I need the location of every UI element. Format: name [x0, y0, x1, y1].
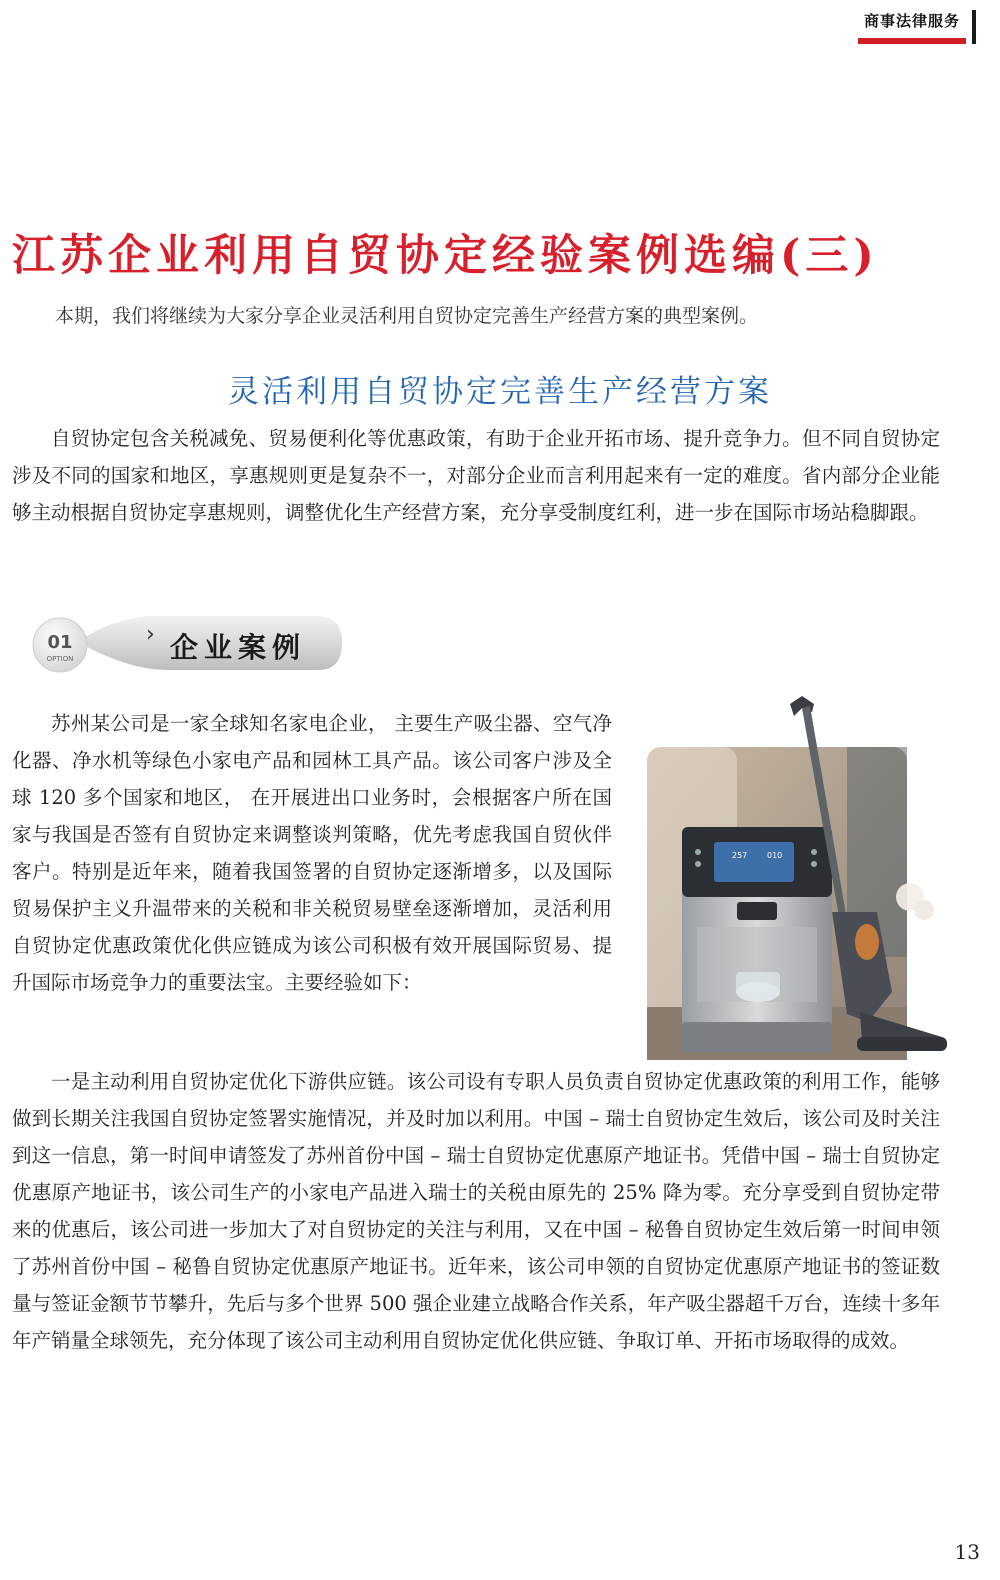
section-label-marker — [972, 10, 976, 44]
paragraph-overview: 自贸协定包含关税减免、贸易便利化等优惠政策，有助于企业开拓市场、提升竞争力。但不同自贸协定涉及不同的国家和地区，享惠规则更是复杂不一，对部分企业而言利用起来有一定的难度。省内部分企业能够主动根据自贸协定享惠规则，调整优化生产经营方案，充分享受制度红利，进一步在国际市场站稳脚跟。 — [12, 427, 940, 524]
chevron-right-icon: › — [146, 622, 155, 647]
badge-number: 01 — [47, 632, 73, 653]
badge-label: 企业案例 — [170, 631, 307, 664]
badge-option-label: OPTION — [46, 655, 74, 663]
photo-screen-value-1: 257 — [732, 851, 748, 860]
photo-screen-value-2: 010 — [767, 851, 783, 860]
article-intro: 本期，我们将继续为大家分享企业灵活利用自贸协定完善生产经营方案的典型案例。 — [55, 305, 759, 327]
product-photo — [642, 692, 952, 1067]
section-label-underline — [858, 38, 966, 44]
page-number: 13 — [954, 1540, 980, 1564]
section-label: 商事法律服务 — [863, 12, 960, 30]
case-badge — [18, 612, 348, 674]
article-subheading: 灵活利用自贸协定完善生产经营方案 — [228, 374, 772, 410]
paragraph-experience-text: 一是主动利用自贸协定优化下游供应链。该公司设有专职人员负责自贸协定优惠政策的利用工作，能够做到长期关注我国自贸协定签署实施情况，并及时加以利用。中国 – 瑞士自贸协定生效后，该公司及时关注到这一信息，第一时间申请签发了苏州首份中国 – 瑞士自贸协定优惠原产地证书。凭借中国 – 瑞士自贸协定优惠原产地证书，该公司生产的小家电产品进入瑞士的关税由原先的 25% 降为零。充分享受到自贸协定带来的优惠后，该公司进一步加大了对自贸协定的关注与利用，又在中国 – 秘鲁自贸协定生效后第一时间申领了苏州首份中国 – 秘鲁自贸协定优惠原产地证书。近年来，该公司申领的自贸协定优惠原产地证书的签证数量与签证金额节节攀升，先后与多个世界 500 强企业建立战略合作关系，年产吸尘器超千万台，连续十多年年产销量全球领先，充分体现了该公司主动利用自贸协定优化供应链、争取订单、开拓市场取得的成效。 — [12, 1070, 940, 1352]
paragraph-experience — [12, 1063, 940, 1359]
article-title: 江苏企业利用自贸协定经验案例选编(三) — [12, 231, 879, 281]
paragraph-case: 苏州某公司是一家全球知名家电企业， 主要生产吸尘器、空气净化器、净水机等绿色小家电产品和园林工具产品。该公司客户涉及全球 120 多个国家和地区， 在开展进出口业务时，会根据客户所在国家与我国是否签有自贸协定来调整谈判策略，优先考虑我国自贸伙伴客户。特别是近年来，随着我国签署的自贸协定逐渐增多，以及国际贸易保护主义升温带来的关税和非关税贸易壁垒逐渐增加，灵活利用自贸协定优惠政策优化供应链成为该公司积极有效开展国际贸易、提升国际市场竞争力的重要法宝。主要经验如下： — [12, 712, 612, 994]
